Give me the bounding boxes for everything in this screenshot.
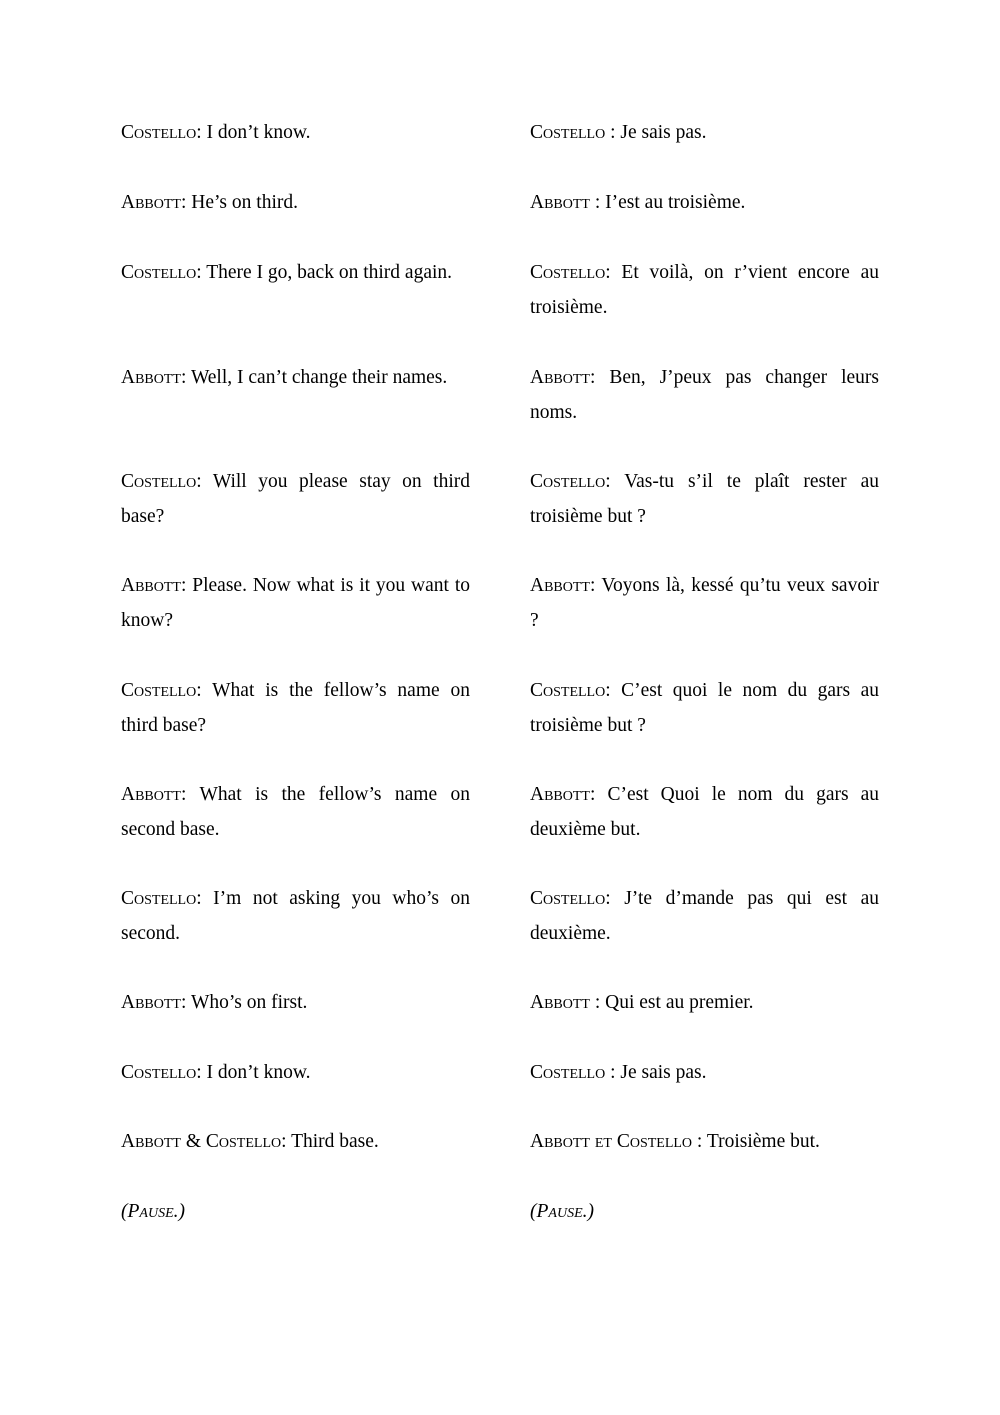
english-line bbox=[121, 1055, 470, 1090]
line-text: Ben, J’peux pas changer leurs noms. bbox=[530, 367, 879, 423]
english-line bbox=[121, 464, 470, 534]
separator: : bbox=[589, 367, 610, 388]
line-text: What is the fellow’s name on second base. bbox=[121, 784, 471, 840]
speaker-name: Abbott bbox=[121, 992, 181, 1013]
french-line bbox=[530, 255, 879, 325]
separator: : bbox=[589, 992, 606, 1013]
line-text: Well, I can’t change their names. bbox=[190, 367, 448, 388]
english-line bbox=[121, 115, 470, 150]
speaker-name: Abbott bbox=[530, 192, 590, 213]
separator: : bbox=[589, 575, 602, 596]
english-line bbox=[121, 1124, 470, 1159]
separator: : bbox=[589, 784, 608, 805]
line-text: He’s on third. bbox=[191, 192, 298, 213]
french-line bbox=[530, 464, 879, 534]
line-text: Qui est au premier. bbox=[605, 992, 754, 1013]
french-line bbox=[530, 985, 879, 1020]
english-line bbox=[121, 360, 470, 395]
line-text: Troisième but. bbox=[706, 1131, 820, 1152]
speaker-name: Abbott bbox=[530, 784, 590, 805]
speaker-name: Costello bbox=[121, 122, 197, 143]
line-text: Je sais pas. bbox=[620, 1062, 707, 1083]
stage-direction-word: Pause bbox=[127, 1201, 174, 1222]
french-line bbox=[530, 1055, 879, 1090]
line-text: There I go, back on third again. bbox=[206, 262, 453, 283]
line-text: C’est quoi le nom du gars au troisième but ? bbox=[530, 680, 879, 736]
separator: : bbox=[196, 122, 207, 143]
speaker-name: Abbott et Costello bbox=[530, 1131, 693, 1152]
speaker-name: Abbott bbox=[530, 992, 590, 1013]
speaker-name: Costello bbox=[530, 471, 606, 492]
speaker-name: Costello bbox=[121, 888, 197, 909]
line-text: I’est au troisième. bbox=[605, 192, 746, 213]
speaker-name: Costello bbox=[121, 262, 197, 283]
speaker-name: Costello bbox=[530, 680, 606, 701]
english-line bbox=[121, 185, 470, 220]
line-text: Please. Now what is it you want to know? bbox=[121, 575, 470, 631]
french-line bbox=[530, 673, 879, 743]
line-text: Voyons là, kessé qu’tu veux savoir ? bbox=[530, 575, 879, 631]
speaker-name: Costello bbox=[121, 1062, 197, 1083]
speaker-name: Abbott bbox=[121, 367, 181, 388]
separator: : bbox=[196, 262, 207, 283]
speaker-name: Costello bbox=[121, 471, 197, 492]
line-text: What is the fellow’s name on third base? bbox=[121, 680, 470, 736]
stage-direction-word: Pause bbox=[536, 1201, 583, 1222]
separator: : bbox=[196, 680, 213, 701]
line-text: Je sais pas. bbox=[620, 122, 707, 143]
line-text: I’m not asking you who’s on second. bbox=[121, 888, 470, 944]
french-line bbox=[530, 115, 879, 150]
separator: : bbox=[196, 1062, 207, 1083]
separator: : bbox=[180, 575, 193, 596]
separator: : bbox=[196, 888, 214, 909]
speaker-name: Abbott bbox=[530, 575, 590, 596]
separator: : bbox=[605, 888, 625, 909]
english-stage-direction bbox=[121, 1194, 470, 1229]
open-paren: ( bbox=[121, 1201, 128, 1222]
line-text: Who’s on first. bbox=[190, 992, 308, 1013]
separator: : bbox=[180, 192, 192, 213]
line-text: Third base. bbox=[291, 1131, 379, 1152]
line-text: I don’t know. bbox=[206, 122, 311, 143]
separator: : bbox=[692, 1131, 707, 1152]
speaker-name: Costello bbox=[530, 122, 606, 143]
separator: : bbox=[180, 367, 191, 388]
french-stage-direction bbox=[530, 1194, 879, 1229]
english-line bbox=[121, 985, 470, 1020]
speaker-name: Costello bbox=[530, 262, 606, 283]
close-paren: .) bbox=[173, 1201, 186, 1222]
separator: : bbox=[605, 680, 622, 701]
line-text: J’te d’mande pas qui est au deuxième. bbox=[530, 888, 879, 944]
french-line bbox=[530, 185, 879, 220]
french-line bbox=[530, 568, 879, 638]
speaker-name: Abbott bbox=[121, 784, 181, 805]
open-paren: ( bbox=[530, 1201, 537, 1222]
line-text: Et voilà, on r’vient encore au troisième. bbox=[530, 262, 879, 318]
french-line bbox=[530, 881, 879, 951]
separator: : bbox=[605, 471, 625, 492]
speaker-name: Costello bbox=[530, 1062, 606, 1083]
separator: : bbox=[180, 992, 191, 1013]
line-text: Will you please stay on third base? bbox=[121, 471, 470, 527]
separator: : bbox=[605, 1062, 621, 1083]
line-text: I don’t know. bbox=[206, 1062, 311, 1083]
line-text: Vas-tu s’il te plaît rester au troisième but ? bbox=[530, 471, 879, 527]
speaker-name: Costello bbox=[530, 888, 606, 909]
separator: : bbox=[196, 471, 213, 492]
english-line bbox=[121, 255, 470, 290]
french-line bbox=[530, 360, 879, 430]
speaker-name: Abbott bbox=[121, 575, 181, 596]
speaker-name: Abbott bbox=[530, 367, 590, 388]
english-line bbox=[121, 568, 470, 638]
french-line bbox=[530, 1124, 879, 1159]
separator: : bbox=[180, 784, 200, 805]
separator: : bbox=[605, 122, 621, 143]
french-line bbox=[530, 777, 879, 847]
speaker-name: Abbott bbox=[121, 192, 181, 213]
english-line bbox=[121, 881, 470, 951]
separator: : bbox=[281, 1131, 292, 1152]
english-line bbox=[121, 777, 470, 847]
close-paren: .) bbox=[582, 1201, 595, 1222]
speaker-name: Costello bbox=[121, 680, 197, 701]
english-line bbox=[121, 673, 470, 743]
separator: : bbox=[589, 192, 606, 213]
separator: : bbox=[605, 262, 622, 283]
speaker-name: Abbott & Costello bbox=[121, 1131, 282, 1152]
line-text: C’est Quoi le nom du gars au deuxième but. bbox=[530, 784, 880, 840]
